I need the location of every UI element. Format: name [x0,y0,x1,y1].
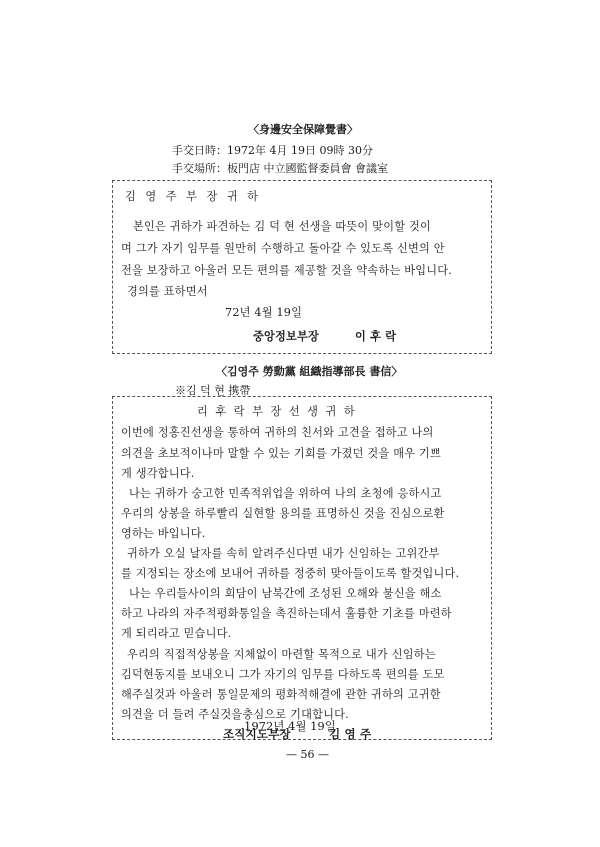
memo-signer-name: 이 후 락 [355,330,397,343]
carrier-note: ※김 덕 현 携帶 [175,384,251,397]
letter-date: 1972년 4월 19일 [244,719,336,733]
memo-body-line: 며 그가 자기 임무를 원만히 수행하고 돌아갈 수 있도록 신변의 안 [121,242,445,255]
section1-title: 〈身邊安全保障覺書〉 [248,123,358,136]
letter-body-line: 해주실것과 아울러 통일문제의 평화적해결에 관한 귀하의 고귀한 [121,688,441,701]
letter-addressee: 리 후 락 부 장 선 생 귀 하 [197,405,357,418]
letter-body-line: 를 지정되는 장소에 보내어 귀하를 정중히 맞아들이도록 할것입니다. [121,567,460,580]
letter-body-line: 우리의 상봉을 하루빨리 실현할 용의를 표명하신 것을 진심으로환 [121,507,445,520]
letter-body-line: 게 되리라고 믿습니다. [121,627,232,640]
section2-title: 〈김영주 勞動黨 組織指導部長 書信〉 [216,365,403,378]
handover-date: 手交日時：1972年 4月 19日 09時 30分 [172,144,373,157]
memo-body-line: 전을 보장하고 아울러 모든 편의를 제공할 것을 약속하는 바입니다. [121,264,452,277]
memo-date: 72년 4월 19일 [225,306,303,319]
letter-body-line: 우리의 직접적상봉을 지체없이 마련할 목적으로 내가 신임하는 [127,648,436,661]
memo-addressee: 김 영 주 부 장 귀 하 [125,190,261,203]
letter-body-line: 나는 귀하가 숭고한 민족적위업을 위하여 나의 초청에 응하시고 [129,487,442,500]
letter-body-line: 귀하가 오실 날자를 속히 알려주신다면 내가 신임하는 고위간부 [127,547,440,560]
letter-body-line: 게 생각합니다. [121,467,195,480]
letter-body-line: 김덕현동지를 보내오니 그가 자기의 임무를 다하도록 편의를 도모 [121,668,445,681]
handover-place: 手交場所：板門店 中立國監督委員會 會議室 [172,162,388,175]
letter-signer-name: 김 영 주 [329,727,372,741]
letter-body-line: 나는 우리들사이의 회담이 남북간에 조성된 오해와 불신을 해소 [129,587,442,600]
letter-signer-title: 조직지도부장 [223,727,291,741]
memo-body-line: 본인은 귀하가 파견하는 김 덕 현 선생을 따뜻이 맞이할 것이 [133,220,431,233]
memo-signer-title: 중앙정보부장 [253,330,320,343]
letter-body-line: 영하는 바입니다. [121,527,206,540]
letter-box [112,396,492,740]
letter-body-line: 이번에 정홍진선생을 통하여 귀하의 친서와 고견을 접하고 나의 [121,426,434,439]
memo-body-line: 경의를 표하면서 [127,285,208,298]
letter-body-line: 하고 나라의 자주적평화통일을 촉진하는데서 훌륭한 기초를 마련하 [121,607,452,620]
security-memo-box [112,180,492,354]
letter-body-line: 의견을 초보적이나마 말할 수 있는 기회를 가졌던 것을 매우 기쁘 [121,447,441,460]
page-number: — 56 — [286,748,329,761]
letter-body-line: 의견을 더 들려 주실것을충심으로 기대합니다. [121,708,349,721]
